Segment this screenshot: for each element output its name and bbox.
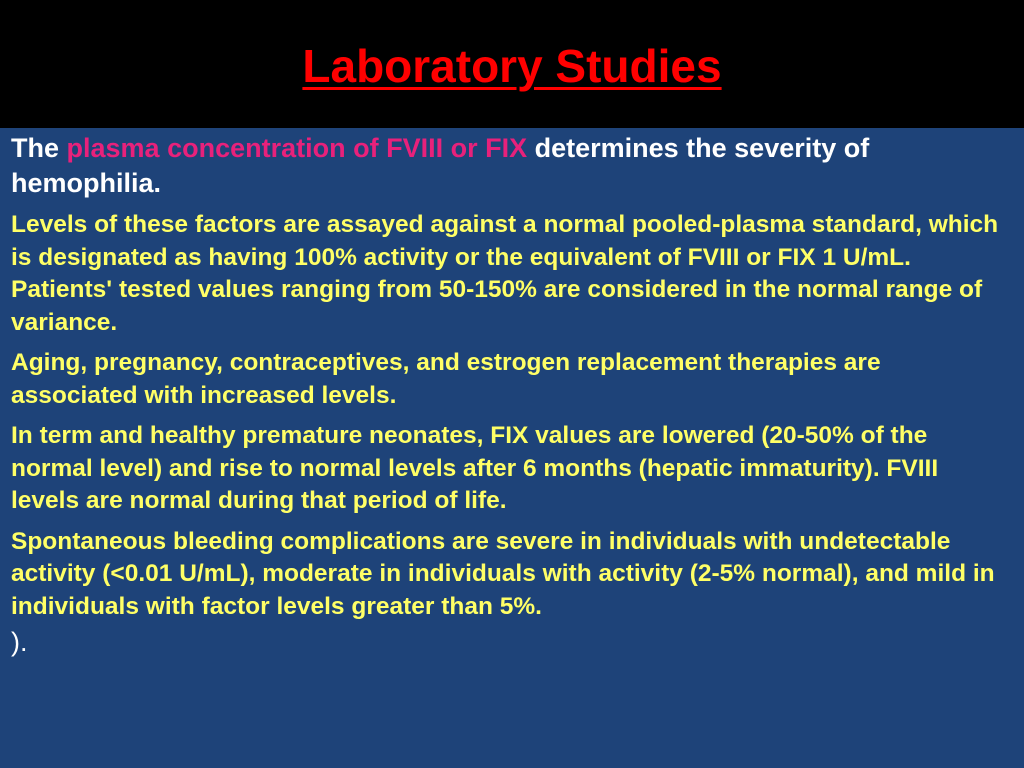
- intro-prefix: The: [11, 133, 67, 163]
- slide-title: Laboratory Studies: [302, 40, 722, 92]
- trailing-text: ).: [11, 627, 28, 657]
- paragraph-increased-levels: Aging, pregnancy, contraceptives, and estrogen replacement therapies are associated with increased levels.: [11, 349, 881, 409]
- intro-paragraph: [11, 131, 1011, 201]
- paragraph-neonates: In term and healthy premature neonates, FIX values are lowered (20-50% of the normal level) and rise to normal levels after 6 months (hepatic immaturity). FVIII levels are normal during that period of life.: [11, 422, 939, 514]
- title-bar: [0, 0, 1024, 128]
- intro-suffix: determines the severity of hemophilia.: [11, 133, 870, 198]
- slide-body: [11, 131, 1011, 659]
- paragraph-bleeding-severity: Spontaneous bleeding complications are severe in individuals with undetectable activity (<0.01 U/mL), moderate in individuals with activity (2-5% normal), and mild in individuals with factor levels greater than 5%.: [11, 527, 995, 620]
- paragraph-assay-levels: Levels of these factors are assayed against a normal pooled-plasma standard, which is designated as having 100% activity or the equivalent of FVIII or FIX 1 U/mL. Patients' tested values ranging from 50-150% are considered in the normal range of variance.: [11, 211, 999, 336]
- intro-highlight: plasma concentration of FVIII or FIX: [66, 133, 528, 163]
